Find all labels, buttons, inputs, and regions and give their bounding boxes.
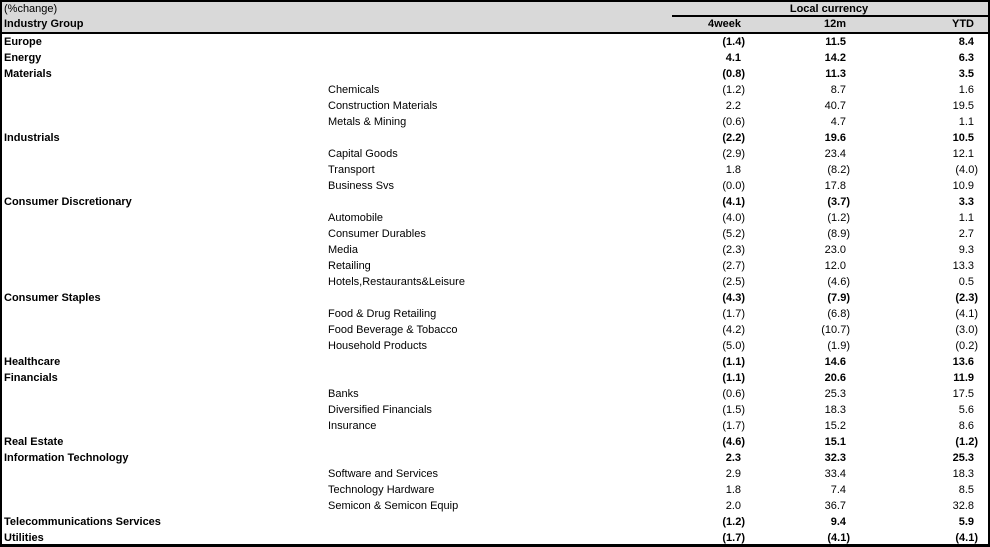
value-cell: (2.3): [955, 292, 978, 304]
value-cell: 40.7: [824, 100, 846, 112]
value-cell: (4.1): [955, 308, 978, 320]
industry-group-label: Materials: [4, 68, 52, 80]
value-cell: (1.2): [955, 436, 978, 448]
value-cell: 13.3: [952, 260, 974, 272]
value-cell: (1.9): [827, 340, 850, 352]
sub-industry-label: Household Products: [328, 340, 428, 352]
industry-group-label: Healthcare: [4, 356, 61, 368]
sub-industry-label: Food & Drug Retailing: [328, 308, 437, 320]
value-cell: (0.6): [722, 116, 745, 128]
table-rows: [0, 34, 990, 546]
table-row: [0, 370, 990, 386]
table-border-left: [0, 0, 2, 547]
value-cell: (1.2): [722, 516, 745, 528]
table-row: [0, 226, 990, 242]
local-currency-underline: [672, 15, 990, 17]
table-row: [0, 50, 990, 66]
industry-group-header: Industry Group: [4, 18, 84, 30]
table-row: [0, 338, 990, 354]
sub-industry-label: Chemicals: [328, 84, 380, 96]
value-cell: 3.3: [958, 196, 974, 208]
value-cell: 23.4: [824, 148, 846, 160]
value-cell: (2.2): [722, 132, 745, 144]
column-header-12m: 12m: [823, 18, 846, 30]
value-cell: 18.3: [952, 468, 974, 480]
value-cell: (1.7): [722, 532, 745, 544]
value-cell: (1.7): [722, 308, 745, 320]
industry-group-label: Utilities: [4, 532, 44, 544]
value-cell: (0.0): [722, 180, 745, 192]
sub-industry-label: Business Svs: [328, 180, 395, 192]
sub-industry-label: Transport: [328, 164, 375, 176]
value-cell: 14.2: [824, 52, 846, 64]
table-row: [0, 194, 990, 210]
value-cell: 4.7: [830, 116, 846, 128]
value-cell: 1.1: [958, 116, 974, 128]
sub-industry-label: Retailing: [328, 260, 371, 272]
value-cell: 25.3: [824, 388, 846, 400]
table-row: [0, 322, 990, 338]
value-cell: 15.1: [824, 436, 846, 448]
sub-industry-label: Semicon & Semicon Equip: [328, 500, 459, 512]
value-cell: 1.8: [725, 484, 741, 496]
sub-industry-label: Insurance: [328, 420, 377, 432]
table-border-top: [0, 0, 990, 2]
value-cell: (4.6): [827, 276, 850, 288]
value-cell: 11.3: [825, 68, 846, 80]
sub-industry-label: Food Beverage & Tobacco: [328, 324, 458, 336]
value-cell: 8.6: [958, 420, 974, 432]
column-header-4week: 4week: [707, 18, 741, 30]
value-cell: (4.3): [722, 292, 745, 304]
value-cell: 5.6: [958, 404, 974, 416]
value-cell: (1.7): [722, 420, 745, 432]
table-row: [0, 82, 990, 98]
value-cell: 2.2: [725, 100, 741, 112]
value-cell: 18.3: [824, 404, 846, 416]
value-cell: 8.7: [830, 84, 846, 96]
table-row: [0, 274, 990, 290]
value-cell: (8.9): [827, 228, 850, 240]
table-row: [0, 418, 990, 434]
industry-group-label: Energy: [4, 52, 42, 64]
value-cell: 4.1: [725, 52, 741, 64]
value-cell: (1.1): [722, 372, 745, 384]
value-cell: (4.2): [722, 324, 745, 336]
value-cell: 8.4: [958, 36, 974, 48]
value-cell: 17.5: [952, 388, 974, 400]
value-cell: (2.9): [722, 148, 745, 160]
value-cell: (5.0): [722, 340, 745, 352]
value-cell: 1.6: [958, 84, 974, 96]
sub-industry-label: Technology Hardware: [328, 484, 435, 496]
value-cell: 13.6: [952, 356, 974, 368]
value-cell: 2.0: [725, 500, 741, 512]
value-cell: (10.7): [821, 324, 850, 336]
table-row: [0, 162, 990, 178]
value-cell: (4.1): [722, 196, 745, 208]
value-cell: (1.5): [722, 404, 745, 416]
sub-industry-label: Media: [328, 244, 358, 256]
value-cell: (3.7): [827, 196, 850, 208]
sub-industry-label: Software and Services: [328, 468, 439, 480]
value-cell: (3.0): [955, 324, 978, 336]
industry-group-label: Telecommunications Services: [4, 516, 161, 528]
value-cell: 3.5: [958, 68, 974, 80]
sub-industry-label: Construction Materials: [328, 100, 438, 112]
value-cell: (8.2): [827, 164, 850, 176]
table-row: [0, 178, 990, 194]
value-cell: (2.5): [722, 276, 745, 288]
value-cell: 23.0: [824, 244, 846, 256]
value-cell: 2.3: [725, 452, 741, 464]
industry-group-label: Europe: [4, 36, 42, 48]
value-cell: 12.0: [824, 260, 846, 272]
value-cell: (1.1): [722, 356, 745, 368]
value-cell: (1.2): [722, 84, 745, 96]
table-row: [0, 498, 990, 514]
sub-industry-label: Automobile: [328, 212, 384, 224]
table-row: [0, 386, 990, 402]
industry-group-label: Consumer Staples: [4, 292, 101, 304]
value-cell: (0.8): [722, 68, 745, 80]
sub-industry-label: Hotels,Restaurants&Leisure: [328, 276, 465, 288]
value-cell: (4.0): [955, 164, 978, 176]
value-cell: 8.5: [958, 484, 974, 496]
value-cell: 2.7: [958, 228, 974, 240]
value-cell: (6.8): [827, 308, 850, 320]
value-cell: 33.4: [824, 468, 846, 480]
table-header: [0, 0, 990, 34]
value-cell: (0.6): [722, 388, 745, 400]
table-row: [0, 114, 990, 130]
value-cell: 5.9: [958, 516, 974, 528]
value-cell: (7.9): [827, 292, 850, 304]
value-cell: (2.3): [722, 244, 745, 256]
pct-change-label: (%change): [4, 3, 58, 15]
value-cell: 12.1: [952, 148, 974, 160]
sub-industry-label: Capital Goods: [328, 148, 398, 160]
table-row: [0, 402, 990, 418]
table-row: [0, 306, 990, 322]
value-cell: (5.2): [722, 228, 745, 240]
value-cell: 9.4: [830, 516, 846, 528]
value-cell: 11.9: [953, 372, 974, 384]
industry-group-label: Industrials: [4, 132, 60, 144]
value-cell: 1.1: [958, 212, 974, 224]
value-cell: 36.7: [824, 500, 846, 512]
value-cell: 19.6: [824, 132, 846, 144]
table-row: [0, 146, 990, 162]
table-row: [0, 258, 990, 274]
table-row: [0, 434, 990, 450]
value-cell: (4.1): [955, 532, 978, 544]
industry-group-label: Financials: [4, 372, 58, 384]
value-cell: 9.3: [958, 244, 974, 256]
table-row: [0, 514, 990, 530]
value-cell: 6.3: [958, 52, 974, 64]
value-cell: 11.5: [825, 36, 846, 48]
table-row: [0, 34, 990, 50]
industry-group-label: Real Estate: [4, 436, 64, 448]
value-cell: (2.7): [722, 260, 745, 272]
table-row: [0, 482, 990, 498]
table-row: [0, 130, 990, 146]
value-cell: 17.8: [824, 180, 846, 192]
value-cell: 10.5: [952, 132, 974, 144]
value-cell: 15.2: [824, 420, 846, 432]
value-cell: 32.3: [824, 452, 846, 464]
value-cell: 7.4: [830, 484, 846, 496]
value-cell: (4.0): [722, 212, 745, 224]
value-cell: (4.6): [722, 436, 745, 448]
table-row: [0, 290, 990, 306]
table-row: [0, 98, 990, 114]
value-cell: (4.1): [827, 532, 850, 544]
industry-group-label: Information Technology: [4, 452, 129, 464]
sub-industry-label: Consumer Durables: [328, 228, 426, 240]
value-cell: (1.4): [722, 36, 745, 48]
value-cell: (1.2): [827, 212, 850, 224]
value-cell: 20.6: [824, 372, 846, 384]
sub-industry-label: Diversified Financials: [328, 404, 432, 416]
table-row: [0, 210, 990, 226]
table-row: [0, 66, 990, 82]
value-cell: 14.6: [824, 356, 846, 368]
value-cell: (0.2): [955, 340, 978, 352]
column-header-ytd: YTD: [952, 18, 974, 30]
table-row: [0, 242, 990, 258]
value-cell: 0.5: [958, 276, 974, 288]
local-currency-label: Local currency: [789, 3, 869, 15]
table-row: [0, 354, 990, 370]
sub-industry-label: Banks: [328, 388, 359, 400]
value-cell: 2.9: [725, 468, 741, 480]
table-row: [0, 450, 990, 466]
value-cell: 25.3: [952, 452, 974, 464]
value-cell: 32.8: [952, 500, 974, 512]
table-row: [0, 466, 990, 482]
value-cell: 19.5: [952, 100, 974, 112]
value-cell: 1.8: [725, 164, 741, 176]
industry-group-label: Consumer Discretionary: [4, 196, 132, 208]
sub-industry-label: Metals & Mining: [328, 116, 407, 128]
value-cell: 10.9: [952, 180, 974, 192]
